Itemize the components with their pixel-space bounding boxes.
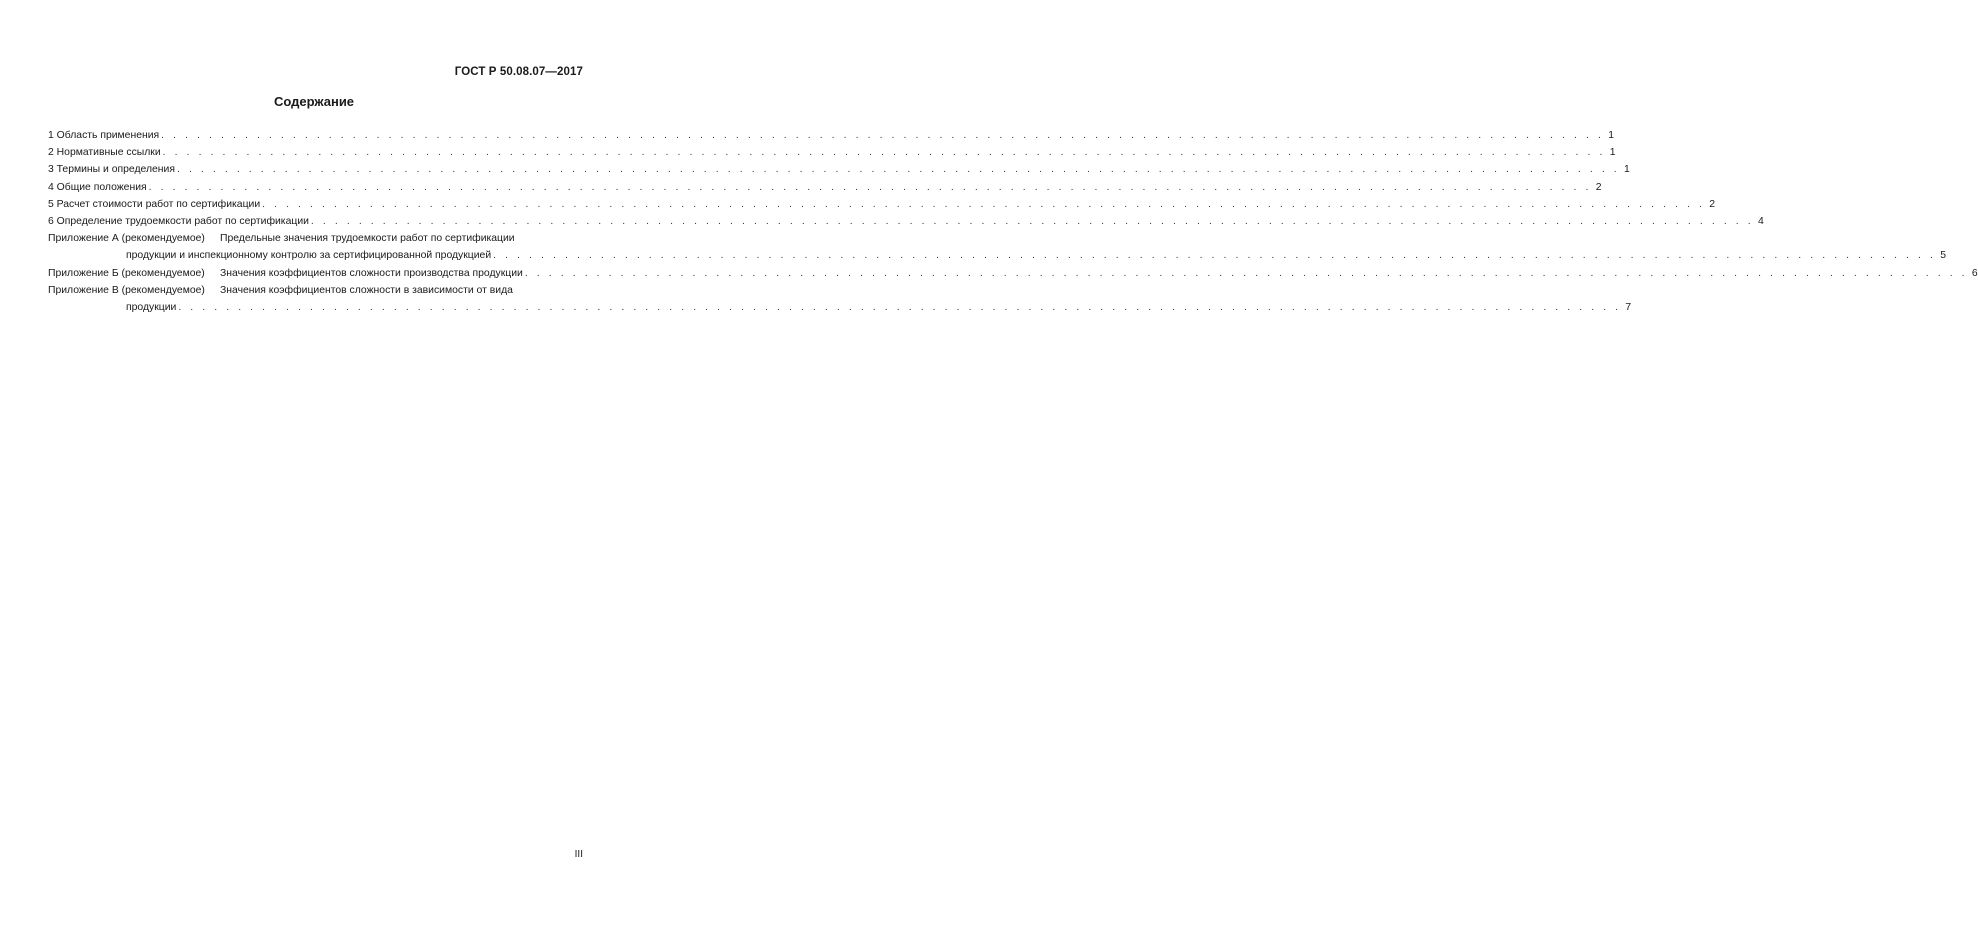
toc-entry-general[interactable] (48, 179, 1602, 196)
toc-entry-scope[interactable] (48, 127, 1614, 144)
annex-label: Приложение А (рекомендуемое) (48, 233, 205, 245)
toc-entry-labor-intensity[interactable] (48, 213, 1764, 230)
leader-dots (149, 179, 1592, 196)
toc-entry-page: 2 (1709, 198, 1715, 210)
document-code: ГОСТ Р 50.08.07—2017 (454, 66, 583, 78)
toc-entry-text: 1 Область применения (48, 130, 160, 141)
toc-entry-text: 2 Нормативные ссылки (48, 147, 161, 159)
annex-title-line: Значения коэффициентов сложности производства продукции (220, 267, 523, 279)
toc-entry-page: 6 (1971, 267, 1978, 279)
annex-title-line: Значения коэффициентов сложности в зависимости от вида (220, 284, 513, 296)
leader-dots (177, 161, 1620, 178)
toc-entry-terms[interactable] (48, 161, 1630, 178)
toc-entry-text: 6 Определение трудоемкости работ по сертификации (48, 216, 309, 228)
toc-entry-normative-refs[interactable] (48, 144, 1616, 161)
leader-dots (311, 213, 1754, 230)
toc-annex-c[interactable] (48, 282, 1632, 316)
toc-title: Содержание (273, 94, 355, 109)
annex-label: Приложение В (рекомендуемое) (48, 284, 205, 296)
toc-annex-a[interactable] (48, 230, 1946, 264)
annex-title-line: продукции (126, 302, 177, 314)
leader-dots (161, 127, 1604, 144)
toc-entry-page: 7 (1625, 302, 1632, 314)
toc-entry-page: 1 (1608, 130, 1614, 141)
page-number: III (574, 849, 583, 860)
toc-entry-page: 1 (1609, 147, 1616, 159)
toc-entry-text: 3 Термины и определения (48, 164, 175, 176)
toc-entry-page: 1 (1624, 164, 1630, 176)
annex-title-line: Предельные значения трудоемкости работ по сертификации (220, 233, 515, 245)
toc-entry-text: 4 Общие положения (48, 181, 147, 193)
toc-entry-cost-calculation[interactable] (48, 196, 1715, 213)
leader-dots (262, 196, 1705, 213)
annex-label: Приложение Б (рекомендуемое) (48, 267, 205, 279)
table-of-contents (48, 127, 1978, 316)
leader-dots (525, 265, 1968, 282)
toc-entry-page: 2 (1595, 181, 1602, 193)
toc-annex-b[interactable] (48, 265, 1978, 282)
leader-dots (493, 247, 1936, 264)
annex-title-line: продукции и инспекционному контролю за сертифицированной продукцией (126, 250, 492, 262)
toc-entry-page: 4 (1757, 216, 1764, 228)
leader-dots (163, 144, 1606, 161)
leader-dots (178, 299, 1621, 316)
toc-entry-text: 5 Расчет стоимости работ по сертификации (48, 198, 261, 210)
toc-entry-page: 5 (1940, 250, 1946, 262)
